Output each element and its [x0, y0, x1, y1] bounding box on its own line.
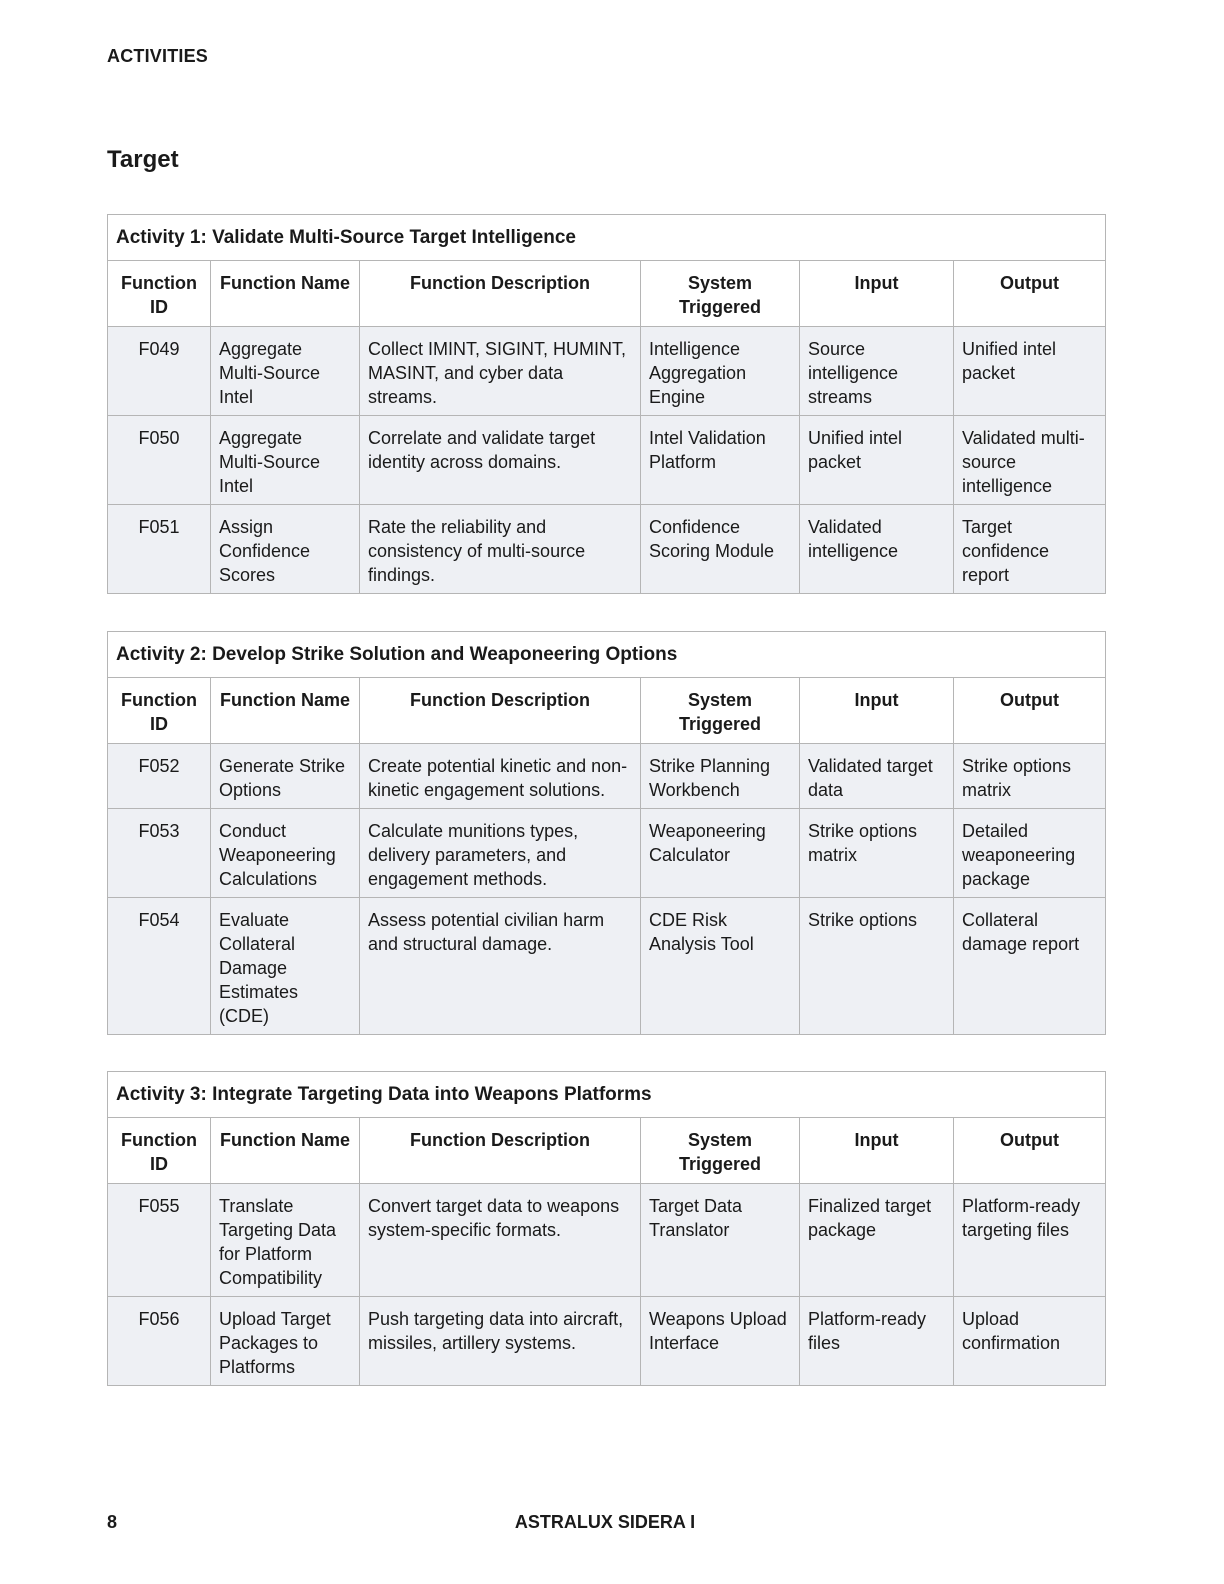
column-header-function-id: Function ID [108, 261, 211, 327]
function-id-cell: F053 [108, 809, 211, 898]
function-id-cell: F049 [108, 327, 211, 416]
output-cell: Detailed weaponeering package [954, 809, 1106, 898]
input-cell: Finalized target package [800, 1184, 954, 1297]
table-row [108, 1184, 1106, 1297]
function-name-cell: Conduct Weaponeering Calculations [211, 809, 360, 898]
table-row [108, 1297, 1106, 1386]
column-header-input: Input [800, 678, 954, 744]
output-cell: Platform-ready targeting files [954, 1184, 1106, 1297]
column-header-system-triggered: System Triggered [641, 1118, 800, 1184]
table-row [108, 744, 1106, 809]
footer-document-title: ASTRALUX SIDERA I [514, 1512, 696, 1532]
table-row [108, 809, 1106, 898]
column-header-function-name: Function Name [211, 678, 360, 744]
input-cell: Platform-ready files [800, 1297, 954, 1386]
output-cell: Upload confirmation [954, 1297, 1106, 1386]
activity-title: Activity 3: Integrate Targeting Data into Weapons Platforms [108, 1072, 1106, 1118]
column-header-function-id: Function ID [108, 678, 211, 744]
input-cell: Strike options [800, 898, 954, 1035]
function-description-cell: Correlate and validate target identity across domains. [360, 416, 641, 505]
column-header-system-triggered: System Triggered [641, 678, 800, 744]
column-header-function-id: Function ID [108, 1118, 211, 1184]
function-name-cell: Generate Strike Options [211, 744, 360, 809]
system-triggered-cell: CDE Risk Analysis Tool [641, 898, 800, 1035]
function-id-cell: F055 [108, 1184, 211, 1297]
function-name-cell: Assign Confidence Scores [211, 505, 360, 594]
function-description-cell: Calculate munitions types, delivery parameters, and engagement methods. [360, 809, 641, 898]
table-row [108, 416, 1106, 505]
function-name-cell: Aggregate Multi-Source Intel [211, 327, 360, 416]
input-cell: Unified intel packet [800, 416, 954, 505]
table-row [108, 898, 1106, 1035]
output-cell: Validated multi-source intelligence [954, 416, 1106, 505]
function-id-cell: F054 [108, 898, 211, 1035]
column-header-input: Input [800, 261, 954, 327]
function-name-cell: Upload Target Packages to Platforms [211, 1297, 360, 1386]
column-header-function-description: Function Description [360, 678, 641, 744]
table-row [108, 327, 1106, 416]
table-row [108, 505, 1106, 594]
page-number: 8 [107, 1512, 118, 1532]
input-cell: Validated intelligence [800, 505, 954, 594]
system-triggered-cell: Weapons Upload Interface [641, 1297, 800, 1386]
output-cell: Target confidence report [954, 505, 1106, 594]
output-cell: Unified intel packet [954, 327, 1106, 416]
activity-table-1 [107, 214, 1106, 594]
activity-title: Activity 1: Validate Multi-Source Target Intelligence [108, 215, 1106, 261]
input-cell: Validated target data [800, 744, 954, 809]
function-name-cell: Evaluate Collateral Damage Estimates (CDE) [211, 898, 360, 1035]
column-header-output: Output [954, 678, 1106, 744]
function-id-cell: F050 [108, 416, 211, 505]
input-cell: Strike options matrix [800, 809, 954, 898]
system-triggered-cell: Target Data Translator [641, 1184, 800, 1297]
system-triggered-cell: Intelligence Aggregation Engine [641, 327, 800, 416]
column-header-function-description: Function Description [360, 1118, 641, 1184]
system-triggered-cell: Strike Planning Workbench [641, 744, 800, 809]
function-id-cell: F052 [108, 744, 211, 809]
function-description-cell: Collect IMINT, SIGINT, HUMINT, MASINT, and cyber data streams. [360, 327, 641, 416]
column-header-output: Output [954, 1118, 1106, 1184]
output-cell: Collateral damage report [954, 898, 1106, 1035]
function-id-cell: F056 [108, 1297, 211, 1386]
function-description-cell: Push targeting data into aircraft, missiles, artillery systems. [360, 1297, 641, 1386]
input-cell: Source intelligence streams [800, 327, 954, 416]
activity-title: Activity 2: Develop Strike Solution and Weaponeering Options [108, 632, 1106, 678]
system-triggered-cell: Intel Validation Platform [641, 416, 800, 505]
activity-table-3 [107, 1071, 1106, 1386]
page-title: Target [107, 146, 179, 173]
function-description-cell: Rate the reliability and consistency of multi-source findings. [360, 505, 641, 594]
function-description-cell: Create potential kinetic and non-kinetic engagement solutions. [360, 744, 641, 809]
column-header-function-name: Function Name [211, 1118, 360, 1184]
column-header-output: Output [954, 261, 1106, 327]
section-label: ACTIVITIES [107, 46, 209, 66]
function-name-cell: Translate Targeting Data for Platform Compatibility [211, 1184, 360, 1297]
output-cell: Strike options matrix [954, 744, 1106, 809]
function-description-cell: Assess potential civilian harm and structural damage. [360, 898, 641, 1035]
function-description-cell: Convert target data to weapons system-specific formats. [360, 1184, 641, 1297]
system-triggered-cell: Weaponeering Calculator [641, 809, 800, 898]
activity-table-2 [107, 631, 1106, 1035]
column-header-input: Input [800, 1118, 954, 1184]
function-id-cell: F051 [108, 505, 211, 594]
column-header-function-description: Function Description [360, 261, 641, 327]
function-name-cell: Aggregate Multi-Source Intel [211, 416, 360, 505]
column-header-function-name: Function Name [211, 261, 360, 327]
column-header-system-triggered: System Triggered [641, 261, 800, 327]
system-triggered-cell: Confidence Scoring Module [641, 505, 800, 594]
